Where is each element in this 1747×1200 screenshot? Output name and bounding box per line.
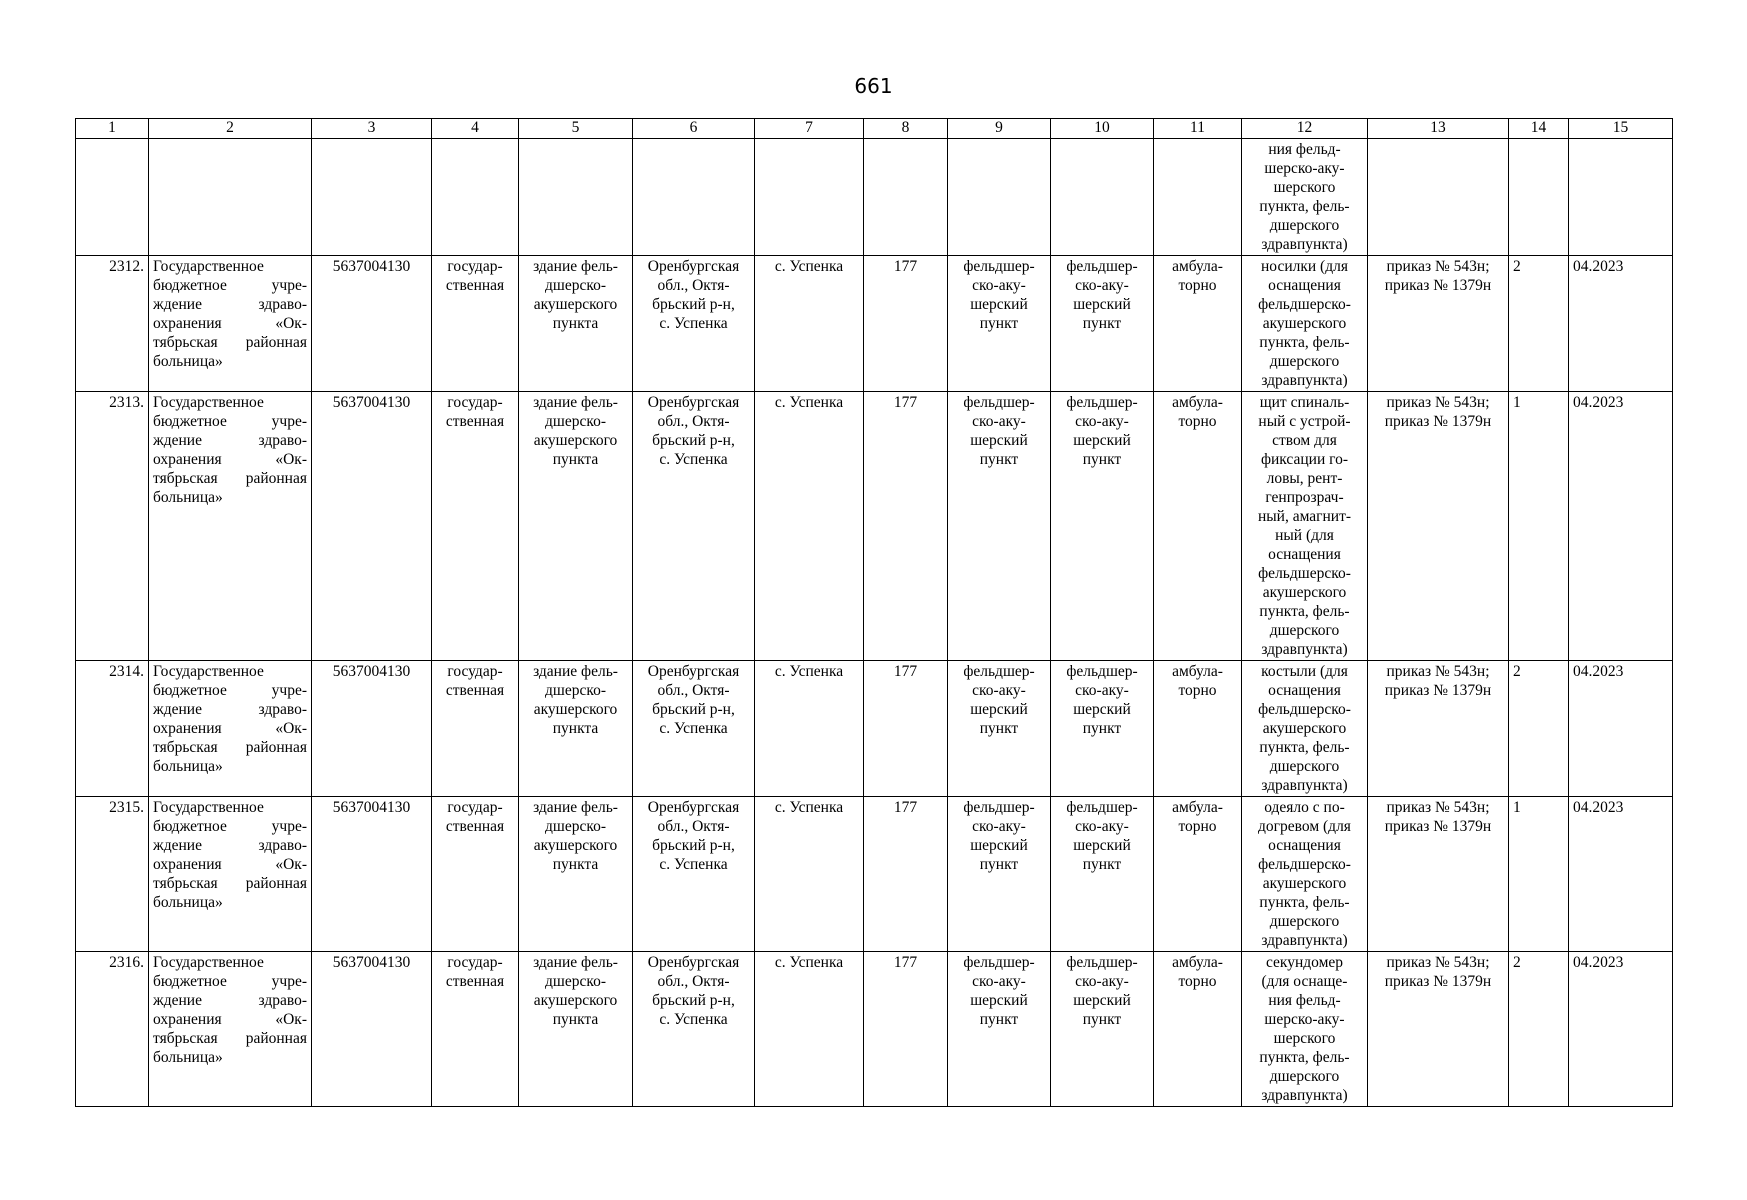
cell-building: здание фель- дшерско- акушерского пункта [519, 797, 633, 952]
cell-address [633, 139, 755, 256]
cell-item: одеяло с по- догревом (для оснащения фельдшерско- акушерского пункта, фель- дшерского здравпункта) [1242, 797, 1368, 952]
cell-num [76, 139, 149, 256]
cell-col9: фельдшер- ско-аку- шерский пункт [948, 661, 1051, 797]
col-header-10: 10 [1051, 119, 1154, 139]
cell-qty: 1 [1509, 392, 1569, 661]
col-header-1: 1 [76, 119, 149, 139]
cell-building: здание фель- дшерско- акушерского пункта [519, 392, 633, 661]
cell-num: 2315. [76, 797, 149, 952]
table-row [76, 256, 1673, 392]
cell-org: Государственное бюджетное учре-ждение здраво-охранения «Ок-тябрьская районная больница» [149, 392, 312, 661]
table-row [76, 392, 1673, 661]
cell-col9: фельдшер- ско-аку- шерский пункт [948, 256, 1051, 392]
col-header-5: 5 [519, 119, 633, 139]
col-header-2: 2 [149, 119, 312, 139]
cell-building: здание фель- дшерско- акушерского пункта [519, 256, 633, 392]
cell-col10: фельдшер- ско-аку- шерский пункт [1051, 952, 1154, 1107]
cell-locality: с. Успенка [755, 392, 864, 661]
cell-qty: 1 [1509, 797, 1569, 952]
cell-address: Оренбургская обл., Октя- брьский р-н, с. Успенка [633, 392, 755, 661]
cell-code: 177 [864, 392, 948, 661]
cell-num: 2313. [76, 392, 149, 661]
col-header-13: 13 [1368, 119, 1509, 139]
cell-inn: 5637004130 [312, 392, 432, 661]
cell-date: 04.2023 [1569, 952, 1673, 1107]
table-row [76, 797, 1673, 952]
cell-item: щит спиналь- ный с устрой- ством для фиксации го- ловы, рент- генпрозрач- ный, амагнит- ный (для оснащения фельдшерско- акушерского пункта, фель- дшерского здравпункта) [1242, 392, 1368, 661]
cell-org: Государственное бюджетное учре-ждение здраво-охранения «Ок-тябрьская районная больница» [149, 256, 312, 392]
cell-org [149, 139, 312, 256]
cell-num: 2316. [76, 952, 149, 1107]
cell-locality: с. Успенка [755, 661, 864, 797]
col-header-15: 15 [1569, 119, 1673, 139]
cell-num: 2312. [76, 256, 149, 392]
cell-col10: фельдшер- ско-аку- шерский пункт [1051, 661, 1154, 797]
cell-date: 04.2023 [1569, 256, 1673, 392]
cell-code [864, 139, 948, 256]
cell-col11: амбула- торно [1154, 661, 1242, 797]
cell-item: секундомер (для оснаще- ния фельд- шерско-аку- шерского пункта, фель- дшерского здравпункта) [1242, 952, 1368, 1107]
cell-item: костыли (для оснащения фельдшерско- акушерского пункта, фель- дшерского здравпункта) [1242, 661, 1368, 797]
cell-inn: 5637004130 [312, 952, 432, 1107]
cell-order: приказ № 543н; приказ № 1379н [1368, 661, 1509, 797]
col-header-12: 12 [1242, 119, 1368, 139]
col-header-4: 4 [432, 119, 519, 139]
cell-order: приказ № 543н; приказ № 1379н [1368, 256, 1509, 392]
cell-qty: 2 [1509, 256, 1569, 392]
cell-date [1569, 139, 1673, 256]
cell-col9: фельдшер- ско-аку- шерский пункт [948, 797, 1051, 952]
cell-address: Оренбургская обл., Октя- брьский р-н, с. Успенка [633, 952, 755, 1107]
cell-locality: с. Успенка [755, 797, 864, 952]
cell-code: 177 [864, 952, 948, 1107]
cell-locality [755, 139, 864, 256]
cell-order: приказ № 543н; приказ № 1379н [1368, 392, 1509, 661]
cell-qty: 2 [1509, 661, 1569, 797]
cell-ownership: государ- ственная [432, 952, 519, 1107]
cell-num: 2314. [76, 661, 149, 797]
page-number: 661 [854, 74, 893, 98]
cell-order: приказ № 543н; приказ № 1379н [1368, 952, 1509, 1107]
cell-col9: фельдшер- ско-аку- шерский пункт [948, 392, 1051, 661]
cell-ownership [432, 139, 519, 256]
cell-code: 177 [864, 256, 948, 392]
cell-address: Оренбургская обл., Октя- брьский р-н, с. Успенка [633, 661, 755, 797]
cell-address: Оренбургская обл., Октя- брьский р-н, с. Успенка [633, 797, 755, 952]
cell-order: приказ № 543н; приказ № 1379н [1368, 797, 1509, 952]
cell-org: Государственное бюджетное учре-ждение здраво-охранения «Ок-тябрьская районная больница» [149, 797, 312, 952]
cell-qty: 2 [1509, 952, 1569, 1107]
col-header-7: 7 [755, 119, 864, 139]
table-row [76, 661, 1673, 797]
cell-item: ния фельд- шерско-аку- шерского пункта, фель- дшерского здравпункта) [1242, 139, 1368, 256]
col-header-8: 8 [864, 119, 948, 139]
cell-col10 [1051, 139, 1154, 256]
cell-building: здание фель- дшерско- акушерского пункта [519, 661, 633, 797]
col-header-9: 9 [948, 119, 1051, 139]
col-header-11: 11 [1154, 119, 1242, 139]
cell-item: носилки (для оснащения фельдшерско- акушерского пункта, фель- дшерского здравпункта) [1242, 256, 1368, 392]
cell-col11: амбула- торно [1154, 256, 1242, 392]
table-row [76, 952, 1673, 1107]
registry-table [75, 118, 1673, 1107]
cell-col11 [1154, 139, 1242, 256]
cell-date: 04.2023 [1569, 797, 1673, 952]
cell-code: 177 [864, 661, 948, 797]
cell-inn: 5637004130 [312, 661, 432, 797]
cell-col10: фельдшер- ско-аку- шерский пункт [1051, 797, 1154, 952]
cell-org: Государственное бюджетное учре-ждение здраво-охранения «Ок-тябрьская районная больница» [149, 952, 312, 1107]
cell-inn: 5637004130 [312, 797, 432, 952]
cell-qty [1509, 139, 1569, 256]
cell-order [1368, 139, 1509, 256]
cell-ownership: государ- ственная [432, 256, 519, 392]
col-header-6: 6 [633, 119, 755, 139]
cell-col11: амбула- торно [1154, 952, 1242, 1107]
cell-address: Оренбургская обл., Октя- брьский р-н, с. Успенка [633, 256, 755, 392]
continuation-row [76, 139, 1673, 256]
cell-org: Государственное бюджетное учре-ждение здраво-охранения «Ок-тябрьская районная больница» [149, 661, 312, 797]
cell-col9: фельдшер- ско-аку- шерский пункт [948, 952, 1051, 1107]
cell-col10: фельдшер- ско-аку- шерский пункт [1051, 392, 1154, 661]
cell-date: 04.2023 [1569, 392, 1673, 661]
cell-inn [312, 139, 432, 256]
col-header-3: 3 [312, 119, 432, 139]
cell-ownership: государ- ственная [432, 661, 519, 797]
cell-date: 04.2023 [1569, 661, 1673, 797]
cell-inn: 5637004130 [312, 256, 432, 392]
cell-col10: фельдшер- ско-аку- шерский пункт [1051, 256, 1154, 392]
cell-building: здание фель- дшерско- акушерского пункта [519, 952, 633, 1107]
cell-locality: с. Успенка [755, 256, 864, 392]
header-row [76, 119, 1673, 139]
cell-ownership: государ- ственная [432, 797, 519, 952]
cell-locality: с. Успенка [755, 952, 864, 1107]
cell-building [519, 139, 633, 256]
cell-ownership: государ- ственная [432, 392, 519, 661]
cell-col11: амбула- торно [1154, 797, 1242, 952]
col-header-14: 14 [1509, 119, 1569, 139]
cell-code: 177 [864, 797, 948, 952]
cell-col11: амбула- торно [1154, 392, 1242, 661]
cell-col9 [948, 139, 1051, 256]
